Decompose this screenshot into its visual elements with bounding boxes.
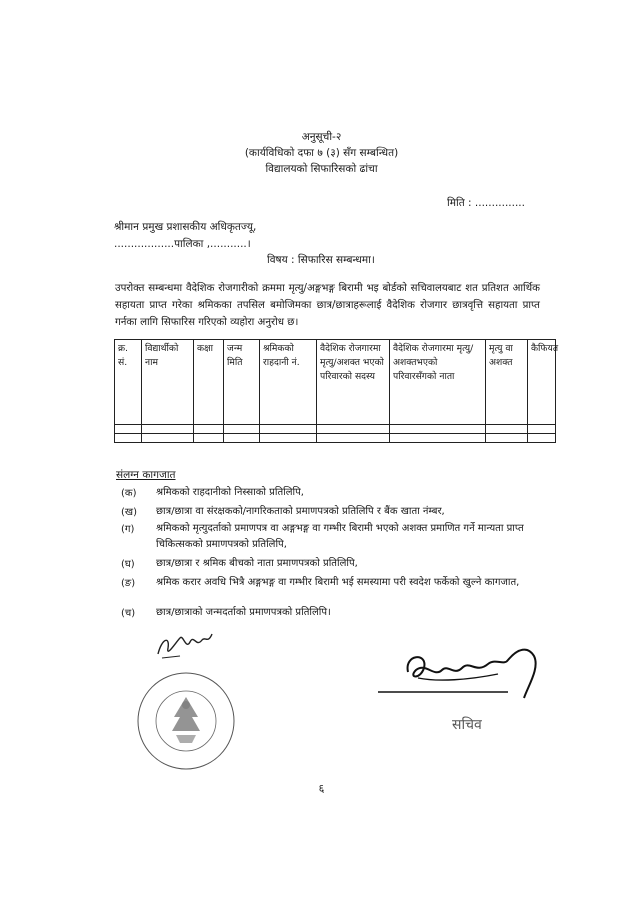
col-remarks: कैफियत — [528, 340, 556, 425]
addressee-line-1: श्रीमान प्रमुख प्रशासकीय अधिकृतज्यू, — [114, 221, 257, 233]
col-student-name: विद्यार्थीको नाम — [142, 340, 194, 425]
attachment-mark: (ङ) — [121, 578, 136, 589]
attachment-mark: (घ) — [121, 559, 135, 570]
initials-signature — [150, 628, 220, 664]
col-death-or-disabled: मृत्यु वा अशक्त — [486, 340, 528, 425]
attachment-item: छात्र/छात्राको जन्मदर्ताको प्रमाणपत्रको प्रतिलिपि। — [156, 607, 331, 618]
body-paragraph: उपरोक्त सम्बन्धमा वैदेशिक रोजगारीको क्रममा मृत्यु/अङ्गभङ्ग बिरामी भइ बोर्डको सचिवालयबाट शत प्रतिशत आर्थिक सहायता प्राप्त गरेका श्रमिकका तपसिल बमोजिमका छात्र/छात्राहरूलाई वैदेशिक रोजगार छात्रवृत्ति सहायता प्राप्त गर्नका लागि सिफारिस गरिएको व्यहोरा अनुरोध छ। — [115, 283, 540, 328]
col-relation: वैदेशिक रोजगारमा मृत्यु/अशक्तभएको परिवारसँगको नाता — [390, 340, 486, 425]
rule-reference: (कार्यविधिको दफा ७ (३) सँग सम्बन्धित) — [244, 147, 399, 159]
annex-label: अनुसूची-२ — [301, 131, 342, 143]
attachments-heading: संलग्न कागजात — [116, 469, 176, 481]
addressee-line-2: ..................पालिका ,...........। — [114, 238, 251, 250]
attachment-item: छात्र/छात्रा र श्रमिक बीचको नाता प्रमाणपत्रको प्रतिलिपि, — [156, 558, 358, 569]
attachment-mark: (ख) — [121, 507, 137, 518]
official-seal — [130, 665, 242, 777]
subject-line: विषय : सिफारिस सम्बन्धमा। — [267, 254, 375, 266]
student-table — [114, 339, 559, 443]
attachment-mark: (च) — [121, 608, 136, 619]
col-dob: जन्म मिति — [224, 340, 260, 425]
attachment-item: श्रमिकको मृत्युदर्ताको प्रमाणपत्र वा अङ्गभङ्ग वा गम्भीर बिरामी भएको अशक्त प्रमाणित गर्ने मान्यता प्राप्त चिकित्सकको प्रमाणपत्रको प्रतिलिपि, — [156, 523, 524, 550]
attachment-item: छात्र/छात्रा वा संरक्षकको/नागरिकताको प्रमाणपत्रको प्रतिलिपि र बैंक खाता नंम्बर, — [156, 506, 445, 517]
date-line: मिति : ............... — [447, 197, 525, 209]
secretary-signature — [378, 642, 553, 712]
table-row — [115, 425, 556, 434]
table-header-row — [115, 340, 556, 425]
col-family-member: वैदेशिक रोजगारमा मृत्यु/अशक्त भएको परिवारको सदस्य — [317, 340, 390, 425]
page-number: ६ — [318, 782, 325, 795]
col-class: कक्षा — [194, 340, 224, 425]
table-row — [115, 434, 556, 443]
attachment-mark: (क) — [121, 488, 137, 499]
attachment-item: श्रमिक करार अवधि भित्रै अङ्गभङ्ग वा गम्भीर बिरामी भई समस्यामा परी स्वदेश फर्केको खुल्ने कागजात, — [156, 577, 520, 588]
secretary-label: सचिव — [452, 717, 482, 733]
attachment-mark: (ग) — [121, 524, 135, 535]
document-title: विद्यालयको सिफारिसको ढांचा — [265, 163, 378, 175]
col-passport-no: श्रमिकको राहदानी नं. — [260, 340, 317, 425]
attachment-item: श्रमिकको राहदानीको निस्साको प्रतिलिपि, — [156, 487, 304, 498]
col-serial: क्र. सं. — [115, 340, 142, 425]
